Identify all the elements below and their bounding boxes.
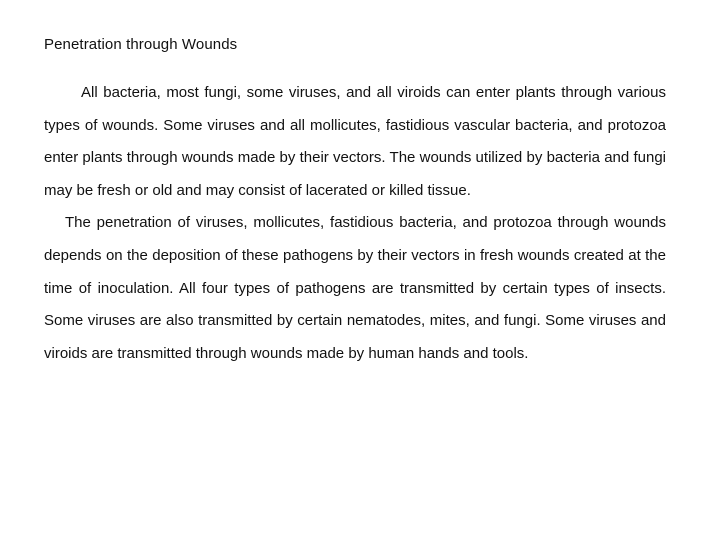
body-text — [44, 77, 666, 370]
paragraph-1: All bacteria, most fungi, some viruses, and all viroids can enter plants through various types of wounds. Some viruses and all mollicutes, fastidious vascular bacteria, and protozoa enter plants through wounds made by their vectors. The wounds utilized by bacteria and fungi may be fresh or old and may consist of lacerated or killed tissue. — [44, 84, 666, 199]
paragraph-2: The penetration of viruses, mollicutes, fastidious bacteria, and protozoa through wounds depends on the deposition of these pathogens by their vectors in fresh wounds created at the time of inoculation. All four types of pathogens are transmitted by certain types of insects. Some viruses are also transmitted by certain nematodes, mites, and fungi. Some viruses and viroids are transmitted through wounds made by human hands and tools. — [44, 214, 666, 362]
section-heading: Penetration through Wounds — [44, 36, 238, 53]
